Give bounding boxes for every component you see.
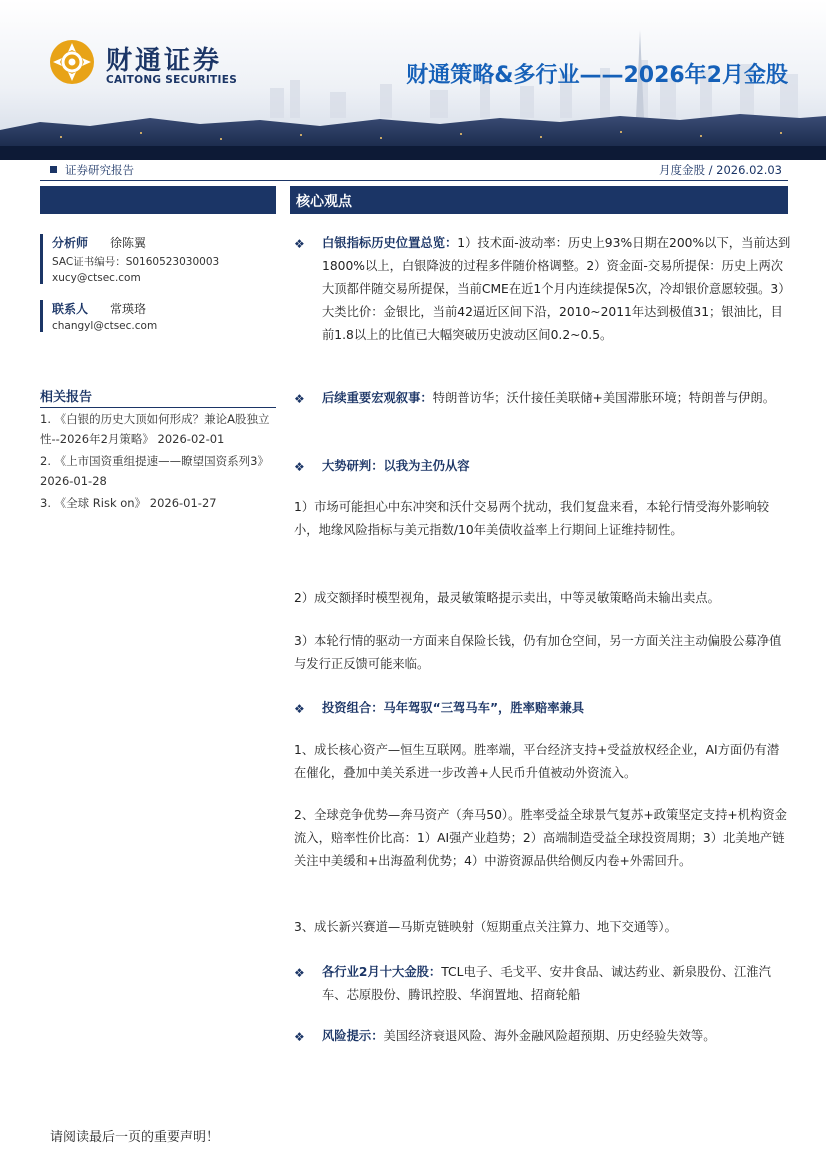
key-point-label: 白银指标历史位置总览： (322, 236, 458, 250)
company-logo (48, 38, 258, 94)
key-point-label: 各行业2月十大金股： (322, 965, 442, 979)
contact-name: 常瑛珞 (110, 302, 147, 316)
related-reports-list (40, 409, 276, 513)
subheader (0, 160, 826, 182)
diamond-bullet-icon: ❖ (294, 1030, 305, 1044)
key-point-top-picks (322, 961, 792, 1007)
logo-english-name: CAITONG SECURITIES (106, 74, 238, 86)
page-header (0, 0, 826, 160)
trend-paragraph (294, 496, 788, 542)
related-report-item[interactable]: 2. 《上市国资重组提速——瞭望国资系列3》 2026-01-28 (40, 454, 269, 488)
paragraph-text: 1、成长核心资产—恒生互联网。胜率端，平台经济支持+受益放权经企业，AI方面仍有潜在催化，叠加中美关系进一步改善+人民币升值被动外资流入。 (294, 743, 780, 780)
paragraph-text: 2）成交额择时模型视角，最灵敏策略提示卖出，中等灵敏策略尚未输出卖点。 (294, 591, 720, 605)
related-report-item[interactable]: 1. 《白银的历史大顶如何形成？兼论A股独立性--2026年2月策略》 2026-02-01 (40, 412, 270, 446)
key-point-label: 后续重要宏观叙事： (322, 391, 433, 405)
trend-paragraph (294, 587, 788, 610)
key-point-text: 美国经济衰退风险、海外金融风险超预期、历史经验失效等。 (383, 1029, 716, 1043)
key-point-silver-indicators (322, 232, 792, 347)
analyst-email[interactable]: xucy@ctsec.com (52, 272, 141, 284)
trend-paragraph (294, 630, 788, 676)
diamond-bullet-icon: ❖ (294, 460, 305, 474)
report-category-date: 月度金股 / 2026.02.03 (658, 163, 782, 177)
diamond-bullet-icon: ❖ (294, 392, 305, 406)
related-report-item[interactable]: 3. 《全球 Risk on》 2026-01-27 (40, 496, 217, 510)
contact-email[interactable]: changyl@ctsec.com (52, 320, 158, 332)
key-point-risk (322, 1025, 792, 1048)
key-point-text: 特朗普访华；沃什接任美联储+美国滞胀环境；特朗普与伊朗。 (432, 391, 776, 405)
paragraph-text: 1）市场可能担心中东冲突和沃什交易两个扰动，我们复盘来看，本轮行情受海外影响较小，地缘风险指标与美元指数/10年美债收益率上行期间上证维持韧性。 (294, 500, 770, 537)
paragraph-text: 3）本轮行情的驱动一方面来自保险长钱，仍有加仓空间，另一方面关注主动偏股公募净值与发行正反馈可能来临。 (294, 634, 782, 671)
analyst-role: 分析师 (52, 236, 89, 250)
report-type (50, 162, 134, 178)
portfolio-paragraph (294, 739, 788, 785)
document-title: 财通策略&多行业——2026年2月金股 (406, 63, 788, 88)
diamond-bullet-icon: ❖ (294, 966, 305, 980)
paragraph-text: 2、全球竞争优势—奔马资产（奔马50）。胜率受益全球景气复苏+政策坚定支持+机构资金流入，赔率性价比高：1）AI强产业趋势；2）高端制造受益全球投资周期；3）北美地产链关注中美缓和+出海盈利优势；4）中游资源品供给侧反内卷+外需回升。 (294, 808, 787, 868)
key-point-text: TCL电子、毛戈平、安井食品、诚达药业、新泉股份、江淮汽车、芯原股份、腾讯控股、华润置地、招商轮船 (322, 965, 771, 1002)
key-point-market-trend (322, 455, 792, 478)
portfolio-paragraph (294, 916, 788, 939)
analyst-name: 徐陈翼 (110, 236, 147, 250)
report-type-label: 证券研究报告 (65, 163, 134, 177)
related-reports-title: 相关报告 (40, 386, 276, 408)
key-point-text: 1）技术面-波动率：历史上93%日期在200%以下，当前达到1800%以上，白银降波的过程多伴随价格调整。2）资金面-交易所提保：历史上两次大顶都伴随交易所提保，当前CME在近1个月内连续提保5次，冷却银价意愿较强。3）大类比价：金银比，当前42逼近区间下沿，2010~2011年达到极值31；银油比，目前1.8以上的比值已大幅突破历史波动区间0.2~0.5。 (322, 236, 791, 342)
key-point-portfolio (322, 697, 792, 720)
portfolio-paragraph (294, 804, 788, 873)
key-point-label: 投资组合：马年驾驭“三驾马车”，胜率赔率兼具 (322, 701, 585, 715)
key-point-label: 大势研判：以我为主仍从容 (322, 459, 470, 473)
sidebar-header-bar (40, 186, 276, 214)
section-title: 核心观点 (296, 194, 352, 210)
section-header-bar (290, 186, 788, 214)
key-point-macro-narrative (322, 387, 792, 410)
paragraph-text: 3、成长新兴赛道—马斯克链映射（短期重点关注算力、地下交通等）。 (294, 920, 677, 934)
contact-card (40, 300, 276, 332)
square-bullet-icon (50, 166, 57, 173)
footer-disclaimer: 请阅读最后一页的重要声明！ (50, 1130, 220, 1145)
key-point-label: 风险提示： (322, 1029, 384, 1043)
logo-chinese-name: 财通证券 (106, 46, 223, 76)
contact-role: 联系人 (52, 302, 89, 316)
diamond-bullet-icon: ❖ (294, 702, 305, 716)
caitong-logo-icon (48, 38, 96, 86)
analyst-card (40, 234, 276, 284)
diamond-bullet-icon: ❖ (294, 237, 305, 251)
divider (40, 180, 788, 181)
analyst-sac-number: SAC证书编号：S0160523030003 (52, 256, 220, 268)
